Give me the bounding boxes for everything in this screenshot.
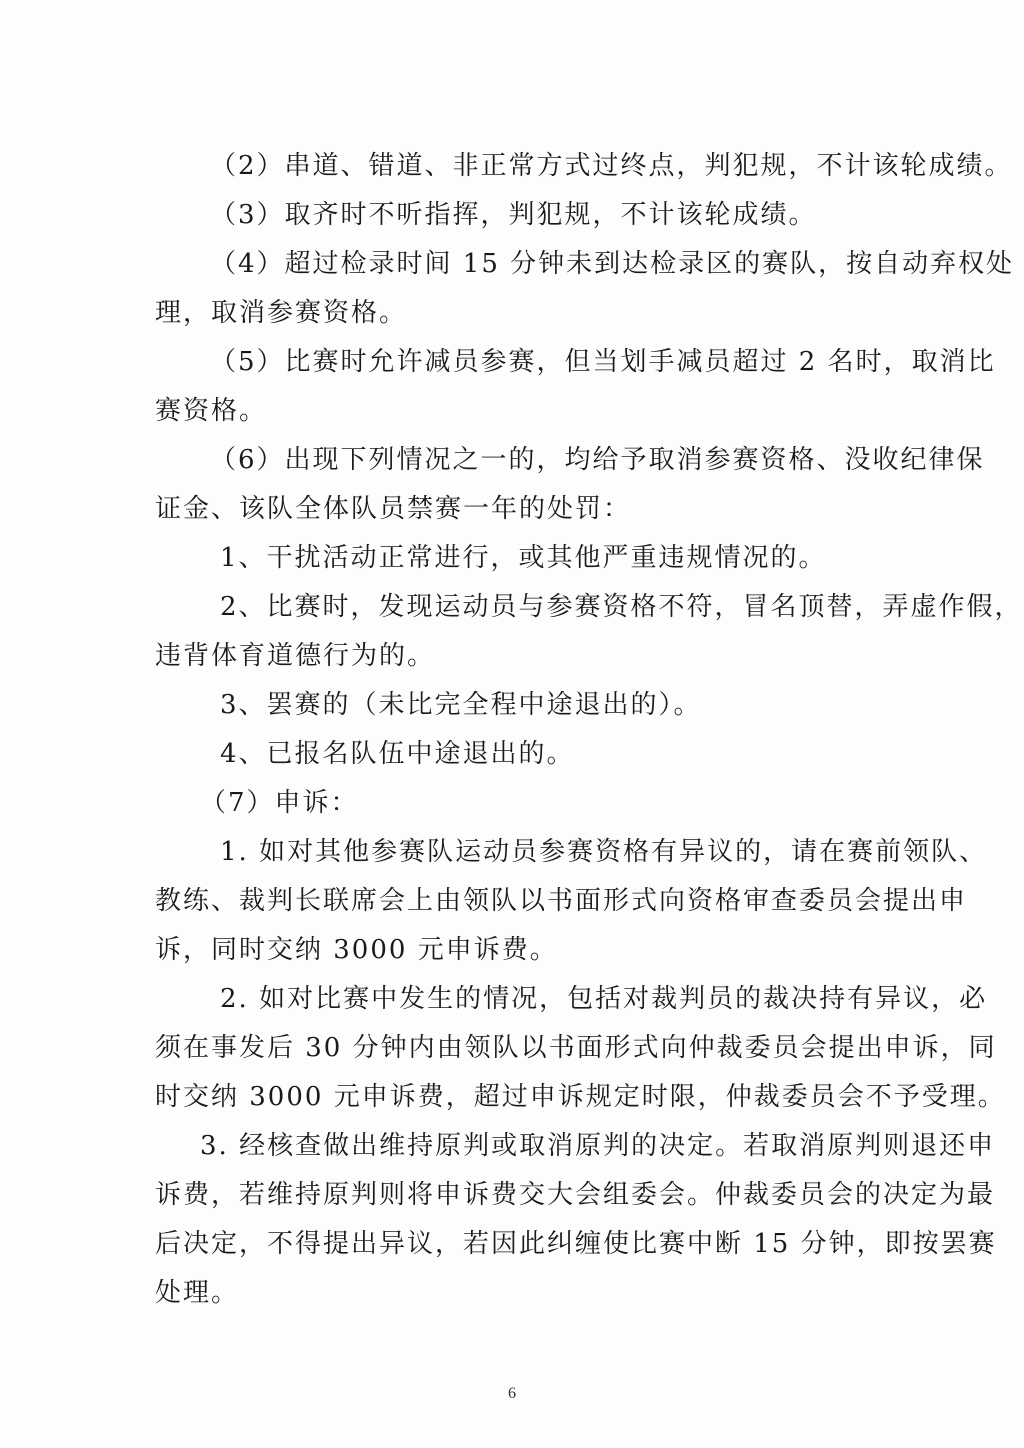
text-line: （6）出现下列情况之一的，均给予取消参赛资格、没收纪律保 (210, 445, 985, 475)
text-line: （5）比赛时允许减员参赛，但当划手减员超过 2 名时，取消比 (210, 347, 996, 377)
text-line: （2）串道、错道、非正常方式过终点，判犯规，不计该轮成绩。 (210, 151, 1013, 181)
text-line: 1、干扰活动正常进行，或其他严重违规情况的。 (220, 543, 827, 573)
text-line: 理，取消参赛资格。 (155, 298, 408, 328)
text-line: 2. 如对比赛中发生的情况，包括对裁判员的裁决持有异议，必 (220, 984, 988, 1014)
text-line: 3. 经核查做出维持原判或取消原判的决定。若取消原判则退还申 (200, 1131, 996, 1161)
text-line: 处理。 (155, 1278, 240, 1308)
text-line: 2、比赛时，发现运动员与参赛资格不符，冒名顶替，弄虚作假， (220, 592, 1023, 622)
text-line: 4、已报名队伍中途退出的。 (220, 739, 575, 769)
text-line: 1. 如对其他参赛队运动员参赛资格有异议的，请在赛前领队、 (220, 837, 988, 867)
text-line: 赛资格。 (155, 396, 268, 426)
text-line: 诉，同时交纳 3000 元申诉费。 (155, 935, 558, 965)
text-line: （7）申诉： (200, 788, 359, 818)
page-number: 6 (508, 1385, 516, 1402)
text-line: （4）超过检录时间 15 分钟未到达检录区的赛队，按自动弃权处 (210, 249, 1015, 279)
text-line: （3）取齐时不听指挥，判犯规，不计该轮成绩。 (210, 200, 817, 230)
text-line: 违背体育道德行为的。 (155, 641, 436, 671)
text-line: 后决定，不得提出异议，若因此纠缠使比赛中断 15 分钟，即按罢赛 (155, 1229, 997, 1259)
text-line: 3、罢赛的（未比完全程中途退出的）。 (220, 690, 702, 720)
text-line: 证金、该队全体队员禁赛一年的处罚： (155, 494, 632, 524)
text-line: 须在事发后 30 分钟内由领队以书面形式向仲裁委员会提出申诉，同 (155, 1033, 997, 1063)
text-line: 教练、裁判长联席会上由领队以书面形式向资格审查委员会提出申 (155, 886, 968, 916)
text-line: 诉费，若维持原判则将申诉费交大会组委会。仲裁委员会的决定为最 (155, 1180, 996, 1210)
text-line: 时交纳 3000 元申诉费，超过申诉规定时限，仲裁委员会不予受理。 (155, 1082, 1006, 1112)
